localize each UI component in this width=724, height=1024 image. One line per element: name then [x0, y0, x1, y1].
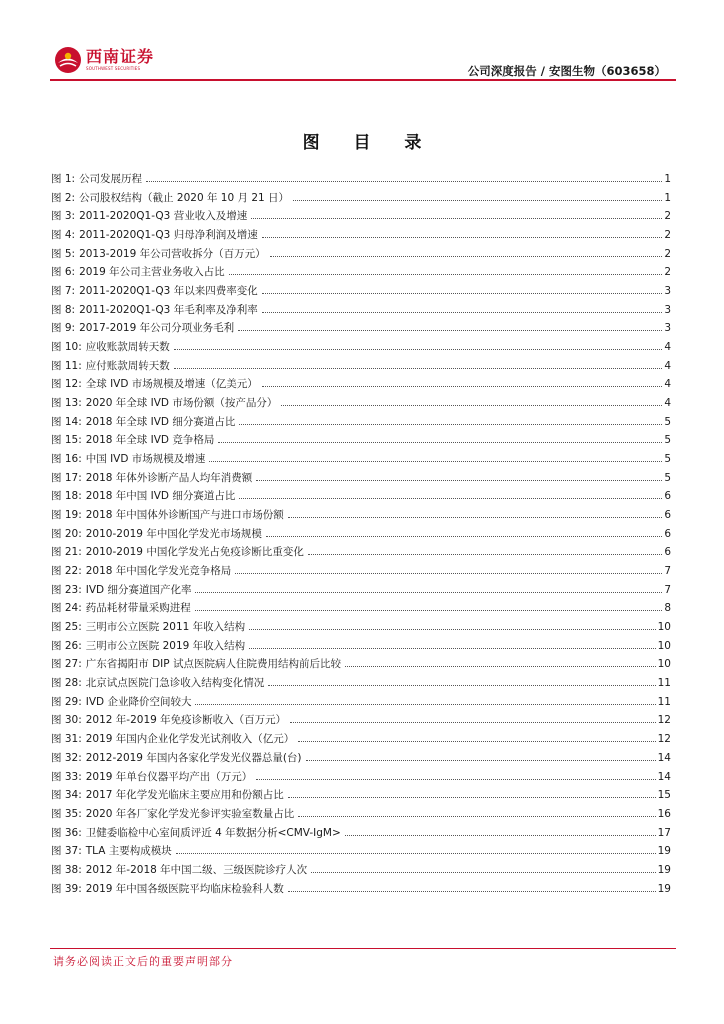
toc-figure-number: 图 36:	[51, 826, 82, 839]
toc-figure-title: 2012 年-2019 年免疫诊断收入（百万元）	[85, 714, 287, 727]
toc-page-number: 3	[664, 285, 671, 298]
toc-figure-number: 图 31:	[51, 733, 82, 746]
logo-english-name: SOUTHWEST SECURITIES	[86, 66, 141, 71]
toc-dot-leader	[308, 554, 662, 555]
report-header-title: 公司深度报告 / 安图生物（603658）	[467, 64, 666, 78]
toc-figure-number: 图 2:	[51, 191, 76, 204]
toc-entry[interactable]	[51, 338, 671, 357]
toc-page-number: 4	[664, 378, 671, 391]
toc-entry[interactable]	[51, 245, 671, 264]
toc-entry[interactable]	[51, 226, 671, 245]
toc-figure-title: 全球 IVD 市场规模及增速（亿美元）	[85, 378, 258, 391]
toc-figure-title: 中国 IVD 市场规模及增速	[85, 453, 206, 466]
toc-figure-title: 2012-2019 年国内各家化学发光仪器总量(台)	[85, 751, 302, 764]
toc-figure-title: TLA 主要构成模块	[85, 845, 172, 858]
toc-page-number: 3	[664, 322, 671, 335]
toc-entry[interactable]	[51, 674, 671, 693]
toc-figure-title: 应收账款周转天数	[85, 341, 170, 354]
toc-dot-leader	[306, 760, 656, 761]
toc-dot-leader	[345, 666, 656, 667]
toc-dot-leader	[293, 200, 662, 201]
toc-figure-title: 2018 年中国化学发光竞争格局	[85, 565, 232, 578]
toc-entry[interactable]	[51, 207, 671, 226]
toc-dot-leader	[288, 891, 656, 892]
toc-figure-number: 图 3:	[51, 210, 76, 223]
toc-dot-leader	[311, 872, 655, 873]
toc-figure-title: 广东省揭阳市 DIP 试点医院病人住院费用结构前后比较	[85, 658, 341, 671]
toc-figure-number: 图 26:	[51, 639, 82, 652]
toc-entry[interactable]	[51, 618, 671, 637]
toc-page-number: 2	[664, 247, 671, 260]
toc-figure-title: 2012 年-2018 年中国二级、三级医院诊疗人次	[85, 863, 308, 876]
toc-figure-number: 图 9:	[51, 322, 76, 335]
toc-entry[interactable]	[51, 319, 671, 338]
toc-figure-number: 图 16:	[51, 453, 82, 466]
toc-figure-number: 图 25:	[51, 621, 82, 634]
toc-figure-number: 图 34:	[51, 789, 82, 802]
toc-figure-number: 图 14:	[51, 415, 82, 428]
toc-dot-leader	[262, 386, 663, 387]
toc-figure-number: 图 12:	[51, 378, 82, 391]
toc-entry[interactable]	[51, 599, 671, 618]
toc-dot-leader	[251, 218, 662, 219]
toc-dot-leader	[239, 424, 662, 425]
toc-figure-title: 2018 年全球 IVD 竞争格局	[85, 434, 215, 447]
toc-dot-leader	[270, 256, 663, 257]
toc-dot-leader	[262, 293, 663, 294]
toc-dot-leader	[298, 741, 655, 742]
toc-figure-title: IVD 企业降价空间较大	[85, 695, 192, 708]
toc-figure-title: 2020 年各厂家化学发光参评实验室数量占比	[85, 807, 295, 820]
toc-figure-number: 图 13:	[51, 397, 82, 410]
toc-figure-title: 2017 年化学发光临床主要应用和份额占比	[85, 789, 284, 802]
toc-page-number: 4	[664, 397, 671, 410]
toc-figure-title: 卫健委临检中心室间质评近 4 年数据分析<CMV-IgM>	[85, 826, 341, 839]
toc-page-number: 5	[664, 434, 671, 447]
toc-figure-title: 2011-2020Q1-Q3 年毛利率及净利率	[79, 303, 258, 316]
toc-figure-number: 图 7:	[51, 285, 76, 298]
page-header	[50, 44, 676, 84]
toc-page-number: 6	[664, 490, 671, 503]
toc-entry[interactable]	[51, 805, 671, 824]
toc-dot-leader	[262, 312, 663, 313]
toc-entry[interactable]	[51, 637, 671, 656]
toc-dot-leader	[256, 779, 655, 780]
toc-dot-leader	[288, 797, 656, 798]
toc-page-number: 3	[664, 303, 671, 316]
toc-page-number: 4	[664, 341, 671, 354]
toc-page-number: 19	[657, 882, 671, 895]
toc-dot-leader	[235, 573, 662, 574]
toc-figure-number: 图 18:	[51, 490, 82, 503]
toc-entry[interactable]	[51, 170, 671, 189]
toc-page-number: 7	[664, 583, 671, 596]
toc-entry[interactable]	[51, 394, 671, 413]
toc-page-number: 16	[657, 807, 671, 820]
toc-figure-number: 图 32:	[51, 751, 82, 764]
toc-page-number: 19	[657, 863, 671, 876]
toc-figure-number: 图 23:	[51, 583, 82, 596]
toc-figure-number: 图 4:	[51, 229, 76, 242]
toc-page-number: 10	[657, 621, 671, 634]
toc-figure-title: 三明市公立医院 2019 年收入结构	[85, 639, 246, 652]
toc-figure-title: IVD 细分赛道国产化率	[85, 583, 192, 596]
toc-entry[interactable]	[51, 487, 671, 506]
toc-entry[interactable]	[51, 824, 671, 843]
toc-figure-number: 图 21:	[51, 546, 82, 559]
toc-figure-number: 图 19:	[51, 509, 82, 522]
toc-dot-leader	[262, 237, 663, 238]
toc-figure-title: 三明市公立医院 2011 年收入结构	[85, 621, 246, 634]
toc-entry[interactable]	[51, 189, 671, 208]
toc-figure-number: 图 5:	[51, 247, 76, 260]
toc-figure-title: 2011-2020Q1-Q3 归母净利润及增速	[79, 229, 258, 242]
toc-figure-number: 图 24:	[51, 602, 82, 615]
header-divider	[50, 79, 676, 81]
toc-dot-leader	[174, 368, 663, 369]
toc-dot-leader	[218, 442, 662, 443]
figure-table-of-contents	[51, 170, 671, 898]
toc-dot-leader	[288, 517, 663, 518]
toc-entry[interactable]	[51, 506, 671, 525]
toc-entry[interactable]	[51, 525, 671, 544]
toc-page-number: 2	[664, 229, 671, 242]
toc-figure-number: 图 1:	[51, 173, 76, 185]
toc-figure-number: 图 6:	[51, 266, 76, 279]
toc-figure-title: 公司发展历程	[79, 173, 143, 185]
toc-figure-number: 图 28:	[51, 677, 82, 690]
toc-entry[interactable]	[51, 786, 671, 805]
toc-entry[interactable]	[51, 301, 671, 320]
toc-dot-leader	[238, 330, 662, 331]
toc-figure-title: 2011-2020Q1-Q3 营业收入及增速	[79, 210, 248, 223]
toc-page-number: 6	[664, 546, 671, 559]
toc-entry[interactable]	[51, 861, 671, 880]
toc-figure-title: 2019 年国内企业化学发光试剂收入（亿元）	[85, 733, 295, 746]
toc-entry[interactable]	[51, 282, 671, 301]
toc-dot-leader	[249, 629, 655, 630]
toc-entry[interactable]	[51, 693, 671, 712]
logo-mark-icon	[54, 46, 82, 74]
toc-figure-number: 图 15:	[51, 434, 82, 447]
footer-divider	[50, 948, 676, 949]
toc-figure-title: 公司股权结构（截止 2020 年 10 月 21 日）	[79, 191, 290, 204]
toc-dot-leader	[174, 349, 663, 350]
toc-entry[interactable]	[51, 730, 671, 749]
toc-page-number: 5	[664, 453, 671, 466]
toc-entry[interactable]	[51, 357, 671, 376]
toc-page-number: 14	[657, 751, 671, 764]
page-title: 图 目 录	[302, 133, 436, 153]
toc-entry[interactable]	[51, 543, 671, 562]
toc-page-number: 1	[664, 173, 671, 185]
toc-figure-number: 图 33:	[51, 770, 82, 783]
toc-figure-number: 图 17:	[51, 471, 82, 484]
toc-dot-leader	[239, 498, 662, 499]
toc-figure-number: 图 22:	[51, 565, 82, 578]
toc-figure-number: 图 29:	[51, 695, 82, 708]
toc-figure-number: 图 38:	[51, 863, 82, 876]
toc-entry[interactable]	[51, 375, 671, 394]
toc-entry[interactable]	[51, 711, 671, 730]
logo-chinese-name: 西南证券	[86, 47, 155, 66]
toc-figure-number: 图 37:	[51, 845, 82, 858]
toc-dot-leader	[249, 648, 655, 649]
toc-entry[interactable]	[51, 768, 671, 787]
toc-figure-number: 图 30:	[51, 714, 82, 727]
toc-figure-title: 2013-2019 年公司营收拆分（百万元）	[79, 247, 266, 260]
toc-page-number: 6	[664, 509, 671, 522]
toc-figure-title: 药品耗材带量采购进程	[85, 602, 191, 615]
toc-dot-leader	[290, 722, 655, 723]
toc-page-number: 19	[657, 845, 671, 858]
toc-entry[interactable]	[51, 431, 671, 450]
toc-entry[interactable]	[51, 469, 671, 488]
toc-page-number: 12	[657, 714, 671, 727]
toc-page-number: 14	[657, 770, 671, 783]
toc-page-number: 10	[657, 639, 671, 652]
toc-figure-title: 北京试点医院门急诊收入结构变化情况	[85, 677, 265, 690]
toc-figure-title: 2010-2019 中国化学发光占免疫诊断比重变化	[85, 546, 304, 559]
company-logo	[54, 44, 154, 76]
toc-figure-number: 图 8:	[51, 303, 76, 316]
toc-entry[interactable]	[51, 842, 671, 861]
toc-page-number: 11	[657, 695, 671, 708]
toc-page-number: 5	[664, 471, 671, 484]
toc-dot-leader	[195, 592, 662, 593]
toc-dot-leader	[268, 685, 655, 686]
toc-figure-title: 2019 年单台仪器平均产出（万元）	[85, 770, 253, 783]
toc-figure-title: 2017-2019 年公司分项业务毛利	[79, 322, 235, 335]
toc-page-number: 1	[664, 191, 671, 204]
toc-figure-number: 图 35:	[51, 807, 82, 820]
toc-entry[interactable]	[51, 450, 671, 469]
toc-figure-number: 图 27:	[51, 658, 82, 671]
toc-figure-number: 图 10:	[51, 341, 82, 354]
toc-page-number: 8	[664, 602, 671, 615]
toc-figure-title: 2018 年中国体外诊断国产与进口市场份额	[85, 509, 284, 522]
toc-figure-title: 2018 年体外诊断产品人均年消费额	[85, 471, 253, 484]
toc-entry[interactable]	[51, 749, 671, 768]
toc-figure-title: 2018 年全球 IVD 细分赛道占比	[85, 415, 236, 428]
toc-dot-leader	[146, 181, 662, 182]
toc-entry[interactable]	[51, 655, 671, 674]
toc-dot-leader	[209, 461, 662, 462]
toc-figure-title: 2020 年全球 IVD 市场份额（按产品分）	[85, 397, 278, 410]
toc-page-number: 11	[657, 677, 671, 690]
toc-figure-title: 2018 年中国 IVD 细分赛道占比	[85, 490, 236, 503]
toc-page-number: 12	[657, 733, 671, 746]
toc-page-number: 17	[657, 826, 671, 839]
toc-page-number: 4	[664, 359, 671, 372]
toc-figure-number: 图 20:	[51, 527, 82, 540]
toc-dot-leader	[298, 816, 655, 817]
toc-page-number: 2	[664, 266, 671, 279]
toc-entry[interactable]	[51, 413, 671, 432]
toc-entry[interactable]	[51, 581, 671, 600]
toc-dot-leader	[195, 610, 663, 611]
toc-figure-number: 图 11:	[51, 359, 82, 372]
toc-entry[interactable]	[51, 263, 671, 282]
toc-figure-title: 2019 年中国各级医院平均临床检验科人数	[85, 882, 284, 895]
toc-dot-leader	[256, 480, 662, 481]
toc-page-number: 6	[664, 527, 671, 540]
toc-dot-leader	[229, 274, 663, 275]
toc-figure-number: 图 39:	[51, 882, 82, 895]
toc-page-number: 5	[664, 415, 671, 428]
toc-figure-title: 应付账款周转天数	[85, 359, 170, 372]
toc-figure-title: 2019 年公司主营业务收入占比	[79, 266, 225, 279]
toc-page-number: 15	[657, 789, 671, 802]
toc-figure-title: 2010-2019 年中国化学发光市场规模	[85, 527, 262, 540]
toc-figure-title: 2011-2020Q1-Q3 年以来四费率变化	[79, 285, 258, 298]
toc-dot-leader	[176, 853, 656, 854]
toc-entry[interactable]	[51, 880, 671, 899]
toc-page-number: 10	[657, 658, 671, 671]
toc-dot-leader	[281, 405, 662, 406]
toc-page-number: 2	[664, 210, 671, 223]
toc-page-number: 7	[664, 565, 671, 578]
toc-dot-leader	[266, 536, 662, 537]
toc-dot-leader	[345, 835, 656, 836]
toc-entry[interactable]	[51, 562, 671, 581]
toc-dot-leader	[195, 704, 655, 705]
footer-disclaimer: 请务必阅读正文后的重要声明部分	[53, 955, 233, 968]
